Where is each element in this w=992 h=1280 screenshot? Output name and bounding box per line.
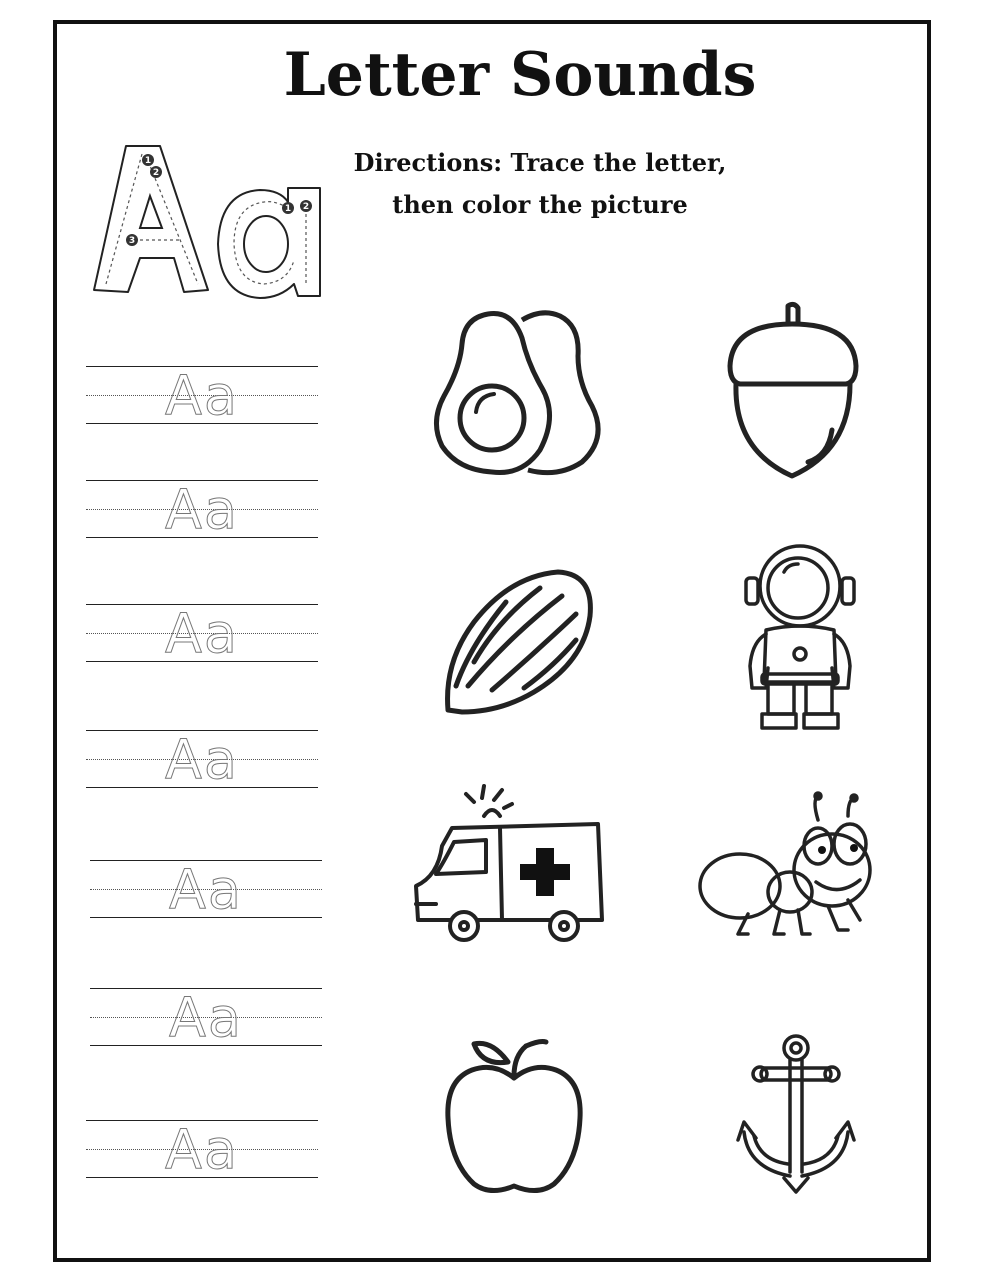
trace-row[interactable] xyxy=(90,988,322,1048)
almond-icon xyxy=(444,566,596,716)
acorn-icon xyxy=(722,300,862,480)
anchor-icon xyxy=(734,1032,858,1196)
page-title: Letter Sounds xyxy=(283,40,757,110)
trace-letters: Aa xyxy=(164,602,240,665)
apple-icon xyxy=(444,1036,584,1196)
trace-letters: Aa xyxy=(168,986,244,1049)
trace-row[interactable] xyxy=(86,604,318,664)
trace-row[interactable] xyxy=(86,1120,318,1180)
letter-a-stroke-guide xyxy=(88,140,328,302)
stroke-number-2: 2 xyxy=(152,168,160,178)
stroke-number-3: 3 xyxy=(128,236,136,246)
directions-line-2: then color the picture xyxy=(392,190,688,219)
trace-row[interactable] xyxy=(90,860,322,920)
directions-text xyxy=(340,142,740,226)
stroke-number-a1: 1 xyxy=(284,204,292,214)
ant-icon xyxy=(698,790,882,940)
trace-letters: Aa xyxy=(164,1118,240,1181)
trace-letters: Aa xyxy=(164,364,240,427)
trace-row[interactable] xyxy=(86,366,318,426)
trace-letters: Aa xyxy=(164,478,240,541)
avocado-icon xyxy=(432,308,602,478)
trace-letters: Aa xyxy=(168,858,244,921)
stroke-number-1: 1 xyxy=(144,156,152,166)
directions-line-1: Directions: Trace the letter, xyxy=(353,148,727,177)
trace-letters: Aa xyxy=(164,728,240,791)
astronaut-icon xyxy=(744,542,856,734)
stroke-number-a2: 2 xyxy=(302,202,310,212)
trace-row[interactable] xyxy=(86,480,318,540)
ambulance-icon xyxy=(412,786,608,944)
trace-row[interactable] xyxy=(86,730,318,790)
